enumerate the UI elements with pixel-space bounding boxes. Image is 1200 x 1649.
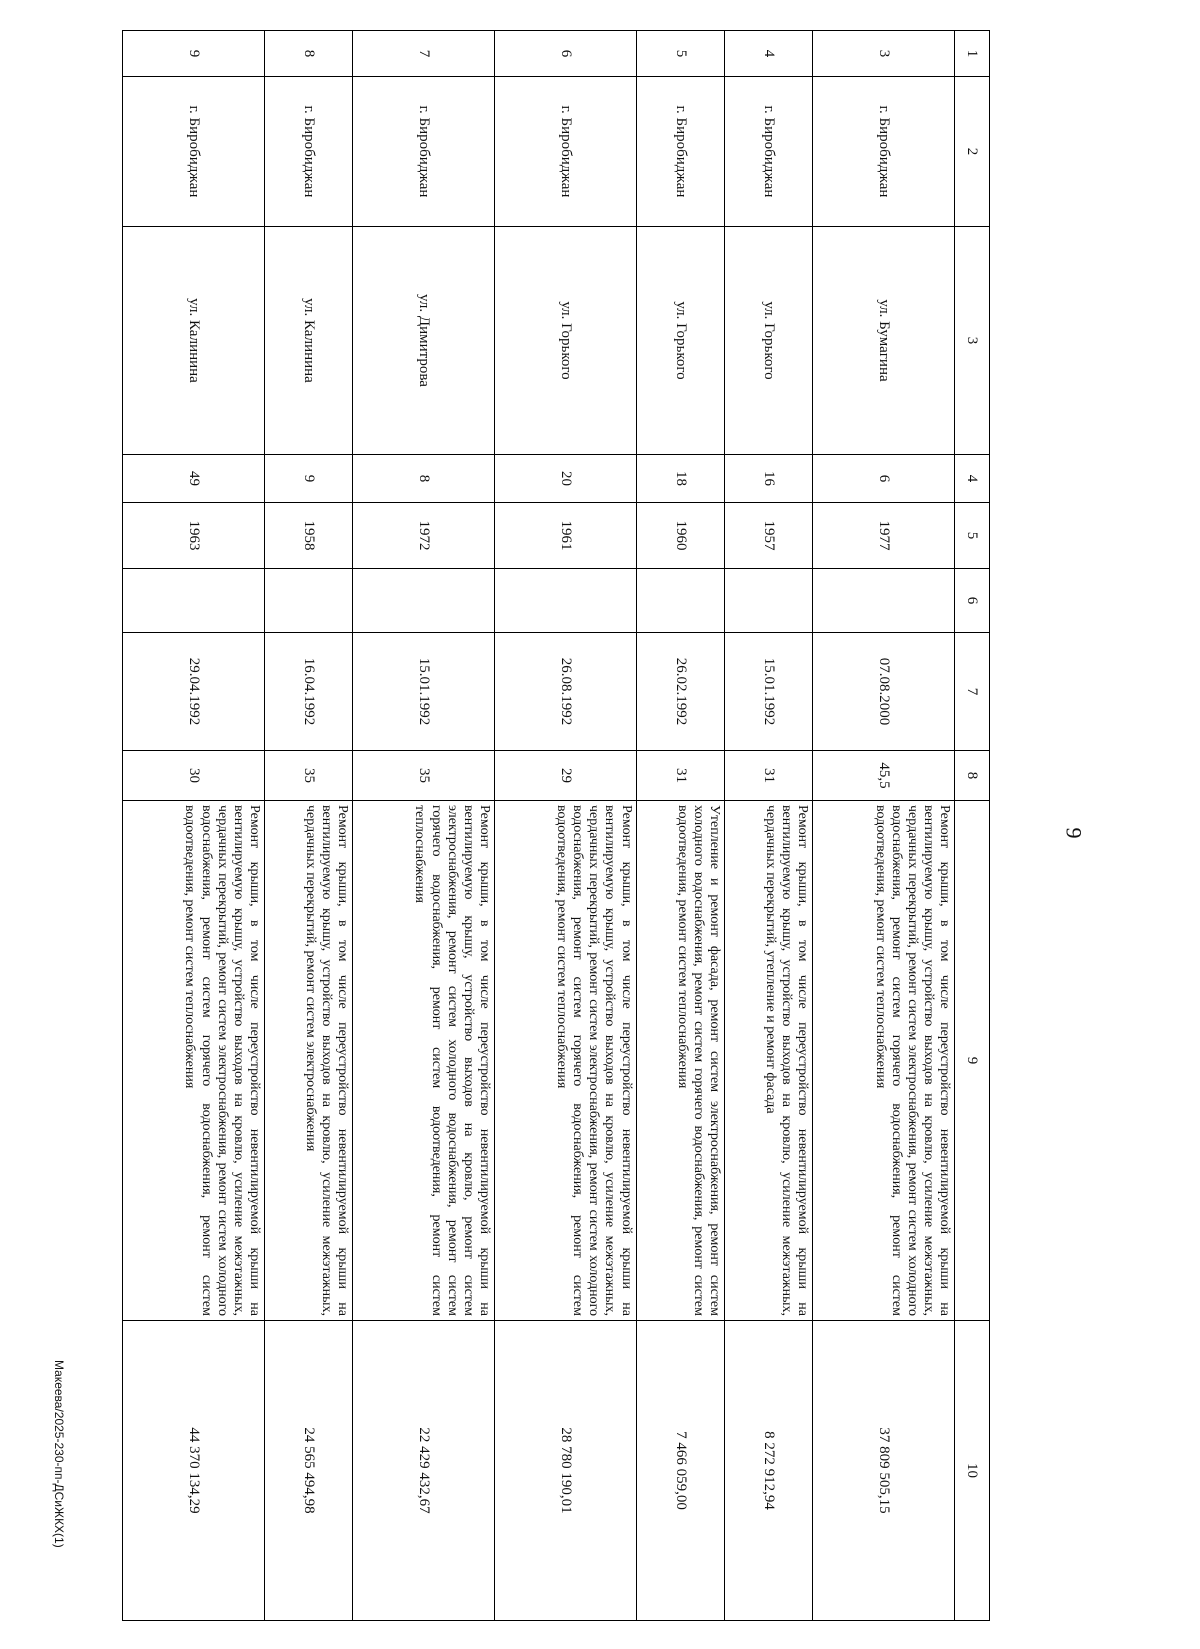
works-cell: Ремонт крыши, в том числе переустройство невентилируемой крыши на вентилируемую крышу, устройство выходов на кровлю, усиление межэтажных, чердачных перекрытий, ремонт систем электроснабжения, ремонт систем холодного водоснабжения, ремонт систем горячего водоснабжения, ремонт систем водоотведения, ремонт систем теплоснабжения xyxy=(123,801,265,1321)
house-cell: 18 xyxy=(636,455,724,503)
street-cell: ул. Калинина xyxy=(264,227,352,455)
house-cell: 49 xyxy=(123,455,265,503)
table-row xyxy=(123,31,265,1621)
sum-cell: 28 780 190,01 xyxy=(494,1321,636,1621)
column-8-cell: 29 xyxy=(494,751,636,801)
column-header: 4 xyxy=(955,455,990,503)
header-row xyxy=(955,31,990,1621)
date-cell: 15.01.1992 xyxy=(724,633,812,751)
street-cell: ул. Калинина xyxy=(123,227,265,455)
works-cell: Утепление и ремонт фасада, ремонт систем электроснабжения, ремонт систем холодного водоснабжения, ремонт систем горячего водоснабжения, ремонт систем водоотведения, ремонт систем теплоснабжения xyxy=(636,801,724,1321)
date-cell: 15.01.1992 xyxy=(353,633,495,751)
column-header: 5 xyxy=(955,503,990,569)
year-cell: 1958 xyxy=(264,503,352,569)
row-number: 5 xyxy=(636,31,724,77)
date-cell: 26.08.1992 xyxy=(494,633,636,751)
sum-cell: 22 429 432,67 xyxy=(353,1321,495,1621)
table-row xyxy=(353,31,495,1621)
street-cell: ул. Димитрова xyxy=(353,227,495,455)
column-8-cell: 30 xyxy=(123,751,265,801)
column-6-cell xyxy=(353,569,495,633)
year-cell: 1960 xyxy=(636,503,724,569)
column-6-cell xyxy=(123,569,265,633)
house-cell: 16 xyxy=(724,455,812,503)
city-cell: г. Биробиджан xyxy=(636,77,724,227)
year-cell: 1961 xyxy=(494,503,636,569)
row-number: 9 xyxy=(123,31,265,77)
row-number: 3 xyxy=(813,31,955,77)
date-cell: 29.04.1992 xyxy=(123,633,265,751)
column-header: 9 xyxy=(955,801,990,1321)
column-header: 6 xyxy=(955,569,990,633)
year-cell: 1972 xyxy=(353,503,495,569)
column-6-cell xyxy=(636,569,724,633)
street-cell: ул. Горького xyxy=(494,227,636,455)
sum-cell: 7 466 059,00 xyxy=(636,1321,724,1621)
column-header: 10 xyxy=(955,1321,990,1621)
house-cell: 20 xyxy=(494,455,636,503)
table-row xyxy=(724,31,812,1621)
repair-table-container xyxy=(122,30,990,1620)
column-8-cell: 45,5 xyxy=(813,751,955,801)
city-cell: г. Биробиджан xyxy=(123,77,265,227)
column-header: 8 xyxy=(955,751,990,801)
city-cell: г. Биробиджан xyxy=(264,77,352,227)
works-cell: Ремонт крыши, в том числе переустройство невентилируемой крыши на вентилируемую крышу, устройство выходов на кровлю, усиление межэтажных, чердачных перекрытий, утепление и ремонт фасада xyxy=(724,801,812,1321)
street-cell: ул. Бумагина xyxy=(813,227,955,455)
date-cell: 26.02.1992 xyxy=(636,633,724,751)
column-8-cell: 35 xyxy=(353,751,495,801)
works-cell: Ремонт крыши, в том числе переустройство невентилируемой крыши на вентилируемую крышу, устройство выходов на кровлю, усиление межэтажных, чердачных перекрытий, ремонт систем электроснабжения xyxy=(264,801,352,1321)
sum-cell: 44 370 134,29 xyxy=(123,1321,265,1621)
street-cell: ул. Горького xyxy=(636,227,724,455)
table-row xyxy=(636,31,724,1621)
column-header: 7 xyxy=(955,633,990,751)
works-cell: Ремонт крыши, в том числе переустройство невентилируемой крыши на вентилируемую крышу, устройство выходов на кровлю, усиление межэтажных, чердачных перекрытий, ремонт систем электроснабжения, ремонт систем холодного водоснабжения, ремонт систем горячего водоснабжения, ремонт систем водоотведения, ремонт систем теплоснабжения xyxy=(494,801,636,1321)
works-cell: Ремонт крыши, в том числе переустройство невентилируемой крыши на вентилируемую крышу, устройство выходов на кровлю, ремонт систем электроснабжения, ремонт систем холодного водоснабжения, ремонт систем горячего водоснабжения, ремонт систем водоотведения, ремонт систем теплоснабжения xyxy=(353,801,495,1321)
document-footer: Макеева/2025-230-пп-ДСиЖКХ(1) xyxy=(52,1360,66,1548)
house-cell: 6 xyxy=(813,455,955,503)
column-6-cell xyxy=(264,569,352,633)
city-cell: г. Биробиджан xyxy=(494,77,636,227)
page-number: 9 xyxy=(1061,827,1087,839)
row-number: 4 xyxy=(724,31,812,77)
column-8-cell: 35 xyxy=(264,751,352,801)
column-8-cell: 31 xyxy=(636,751,724,801)
house-cell: 8 xyxy=(353,455,495,503)
column-header: 1 xyxy=(955,31,990,77)
repair-table xyxy=(122,30,990,1621)
date-cell: 16.04.1992 xyxy=(264,633,352,751)
column-6-cell xyxy=(494,569,636,633)
street-cell: ул. Горького xyxy=(724,227,812,455)
city-cell: г. Биробиджан xyxy=(353,77,495,227)
column-header: 2 xyxy=(955,77,990,227)
city-cell: г. Биробиджан xyxy=(724,77,812,227)
column-8-cell: 31 xyxy=(724,751,812,801)
table-row xyxy=(264,31,352,1621)
city-cell: г. Биробиджан xyxy=(813,77,955,227)
column-6-cell xyxy=(724,569,812,633)
sum-cell: 37 809 505,15 xyxy=(813,1321,955,1621)
sum-cell: 24 565 494,98 xyxy=(264,1321,352,1621)
date-cell: 07.08.2000 xyxy=(813,633,955,751)
year-cell: 1963 xyxy=(123,503,265,569)
year-cell: 1977 xyxy=(813,503,955,569)
row-number: 7 xyxy=(353,31,495,77)
row-number: 6 xyxy=(494,31,636,77)
column-6-cell xyxy=(813,569,955,633)
table-row xyxy=(494,31,636,1621)
column-header: 3 xyxy=(955,227,990,455)
year-cell: 1957 xyxy=(724,503,812,569)
table-row xyxy=(813,31,955,1621)
house-cell: 9 xyxy=(264,455,352,503)
row-number: 8 xyxy=(264,31,352,77)
sum-cell: 8 272 912,94 xyxy=(724,1321,812,1621)
works-cell: Ремонт крыши, в том числе переустройство невентилируемой крыши на вентилируемую крышу, устройство выходов на кровлю, усиление межэтажных, чердачных перекрытий, ремонт систем электроснабжения, ремонт систем холодного водоснабжения, ремонт систем горячего водоснабжения, ремонт систем водоотведения, ремонт систем теплоснабжения xyxy=(813,801,955,1321)
